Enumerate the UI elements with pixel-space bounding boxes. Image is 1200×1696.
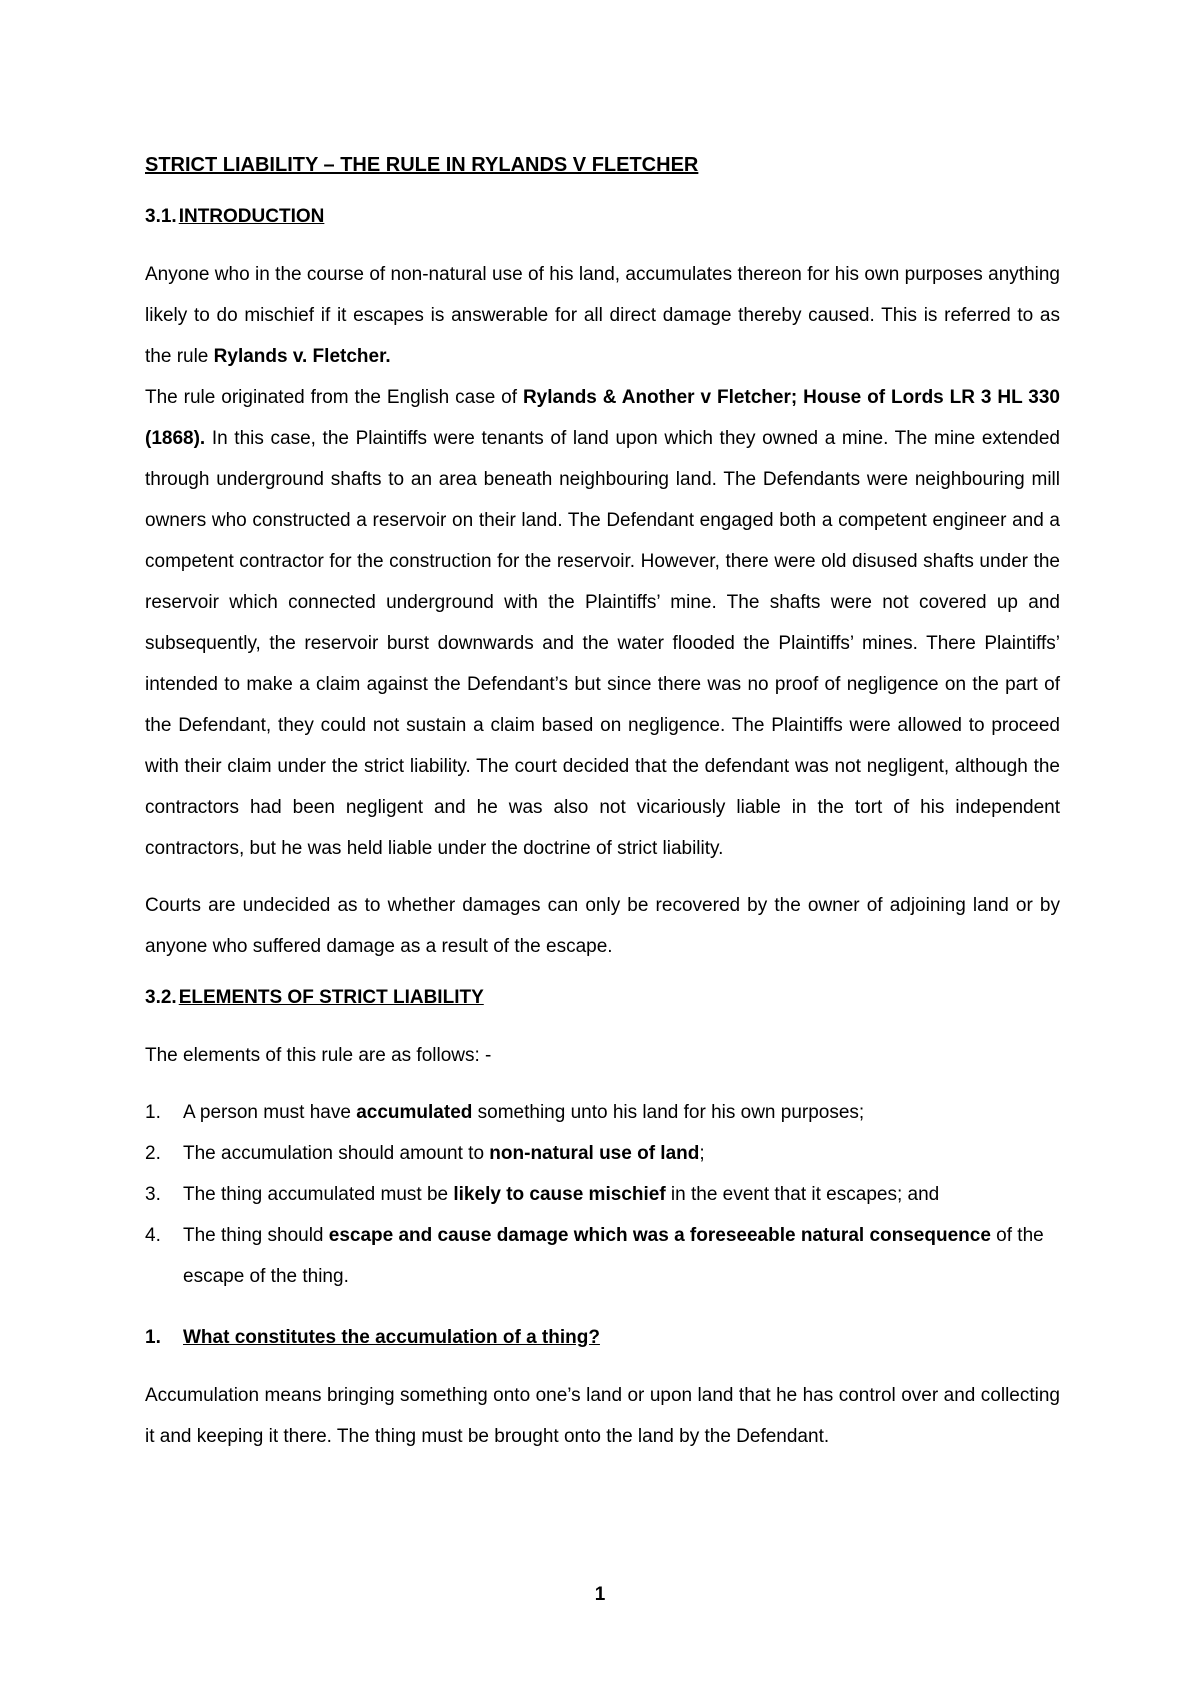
elements-intro: The elements of this rule are as follows: - — [145, 1045, 492, 1066]
subheading-number: 1. — [145, 1327, 161, 1348]
accumulation-paragraph: Accumulation means bringing something onto one’s land or upon land that he has control over and collecting it and keeping it there. The thing must be brought onto the land by the Defendant. — [145, 1385, 1060, 1447]
page-number: 1 — [594, 1584, 606, 1605]
intro-paragraph-2-text-a: The rule originated from the English case of — [145, 387, 523, 408]
list-item-bold: accumulated — [356, 1102, 473, 1123]
list-item-text: The thing should — [183, 1225, 329, 1246]
list-item-bold: non-natural use of land — [489, 1143, 700, 1164]
list-item — [145, 1133, 1060, 1174]
subheading-accumulation — [145, 1323, 1060, 1353]
list-item-bold: escape and cause damage which was a foreseeable natural consequence — [328, 1225, 991, 1246]
list-item-text: The thing accumulated must be — [183, 1184, 454, 1205]
intro-paragraph-3: Courts are undecided as to whether damages can only be recovered by the owner of adjoining land or by anyone who suffered damage as a result of the escape. — [145, 895, 1060, 957]
list-item-text: something unto his land for his own purposes; — [472, 1102, 865, 1123]
intro-paragraph-1 — [145, 254, 1060, 377]
list-item-number: 4. — [145, 1225, 161, 1246]
case-citation-bold: Rylands & Another v Fletcher; House of Lords LR 3 HL 330 (1868). — [145, 387, 1060, 449]
section-number: 3.1. — [145, 206, 177, 227]
list-item-bold: likely to cause mischief — [453, 1184, 666, 1205]
list-item-text: ; — [699, 1143, 705, 1164]
intro-paragraph-1-text: Anyone who in the course of non-natural use of his land, accumulates thereon for his own purposes anything likely to do mischief if it escapes is answerable for all direct damage thereby caused. This is referred to as the rule — [145, 264, 1060, 367]
list-item-number: 2. — [145, 1143, 161, 1164]
case-name-bold: Rylands v. Fletcher. — [213, 346, 391, 367]
list-item-text: of the escape of the thing. — [183, 1225, 1044, 1287]
section-heading-elements — [145, 983, 1060, 1013]
document-title: STRICT LIABILITY – THE RULE IN RYLANDS V FLETCHER — [145, 154, 699, 176]
list-item — [145, 1215, 1060, 1297]
list-item-number: 3. — [145, 1184, 161, 1205]
list-item — [145, 1092, 1060, 1133]
list-item-number: 1. — [145, 1102, 161, 1123]
section-title: ELEMENTS OF STRICT LIABILITY — [178, 987, 484, 1008]
section-title: INTRODUCTION — [178, 206, 325, 227]
section-heading-introduction — [145, 202, 1060, 232]
subheading-title: What constitutes the accumulation of a thing? — [183, 1327, 600, 1348]
intro-paragraph-2-text-b: In this case, the Plaintiffs were tenants of land upon which they owned a mine. The mine extended through underground shafts to an area beneath neighbouring land. The Defendants were neighbouring mill owners who constructed a reservoir on their land. The Defendant engaged both a competent engineer and a competent contractor for the construction for the reservoir. However, there were old disused shafts under the reservoir which connected underground with the Plaintiffs’ mine. The shafts were not covered up and subsequently, the reservoir burst downwards and the water flooded the Plaintiffs’ mines. There Plaintiffs’ intended to make a claim against the Defendant’s but since there was no proof of negligence on the part of the Defendant, they could not sustain a claim based on negligence. The Plaintiffs were allowed to proceed with their claim under the strict liability. The court decided that the defendant was not negligent, although the contractors had been negligent and he was also not vicariously liable in the tort of his independent contractors, but he was held liable under the doctrine of strict liability. — [145, 428, 1060, 859]
list-item-text: The accumulation should amount to — [183, 1143, 490, 1164]
intro-paragraph-2 — [145, 377, 1060, 869]
list-item-text: A person must have — [183, 1102, 357, 1123]
elements-list — [145, 1092, 1060, 1297]
document-page — [145, 150, 1060, 1457]
section-number: 3.2. — [145, 987, 177, 1008]
list-item — [145, 1174, 1060, 1215]
list-item-text: in the event that it escapes; and — [665, 1184, 940, 1205]
